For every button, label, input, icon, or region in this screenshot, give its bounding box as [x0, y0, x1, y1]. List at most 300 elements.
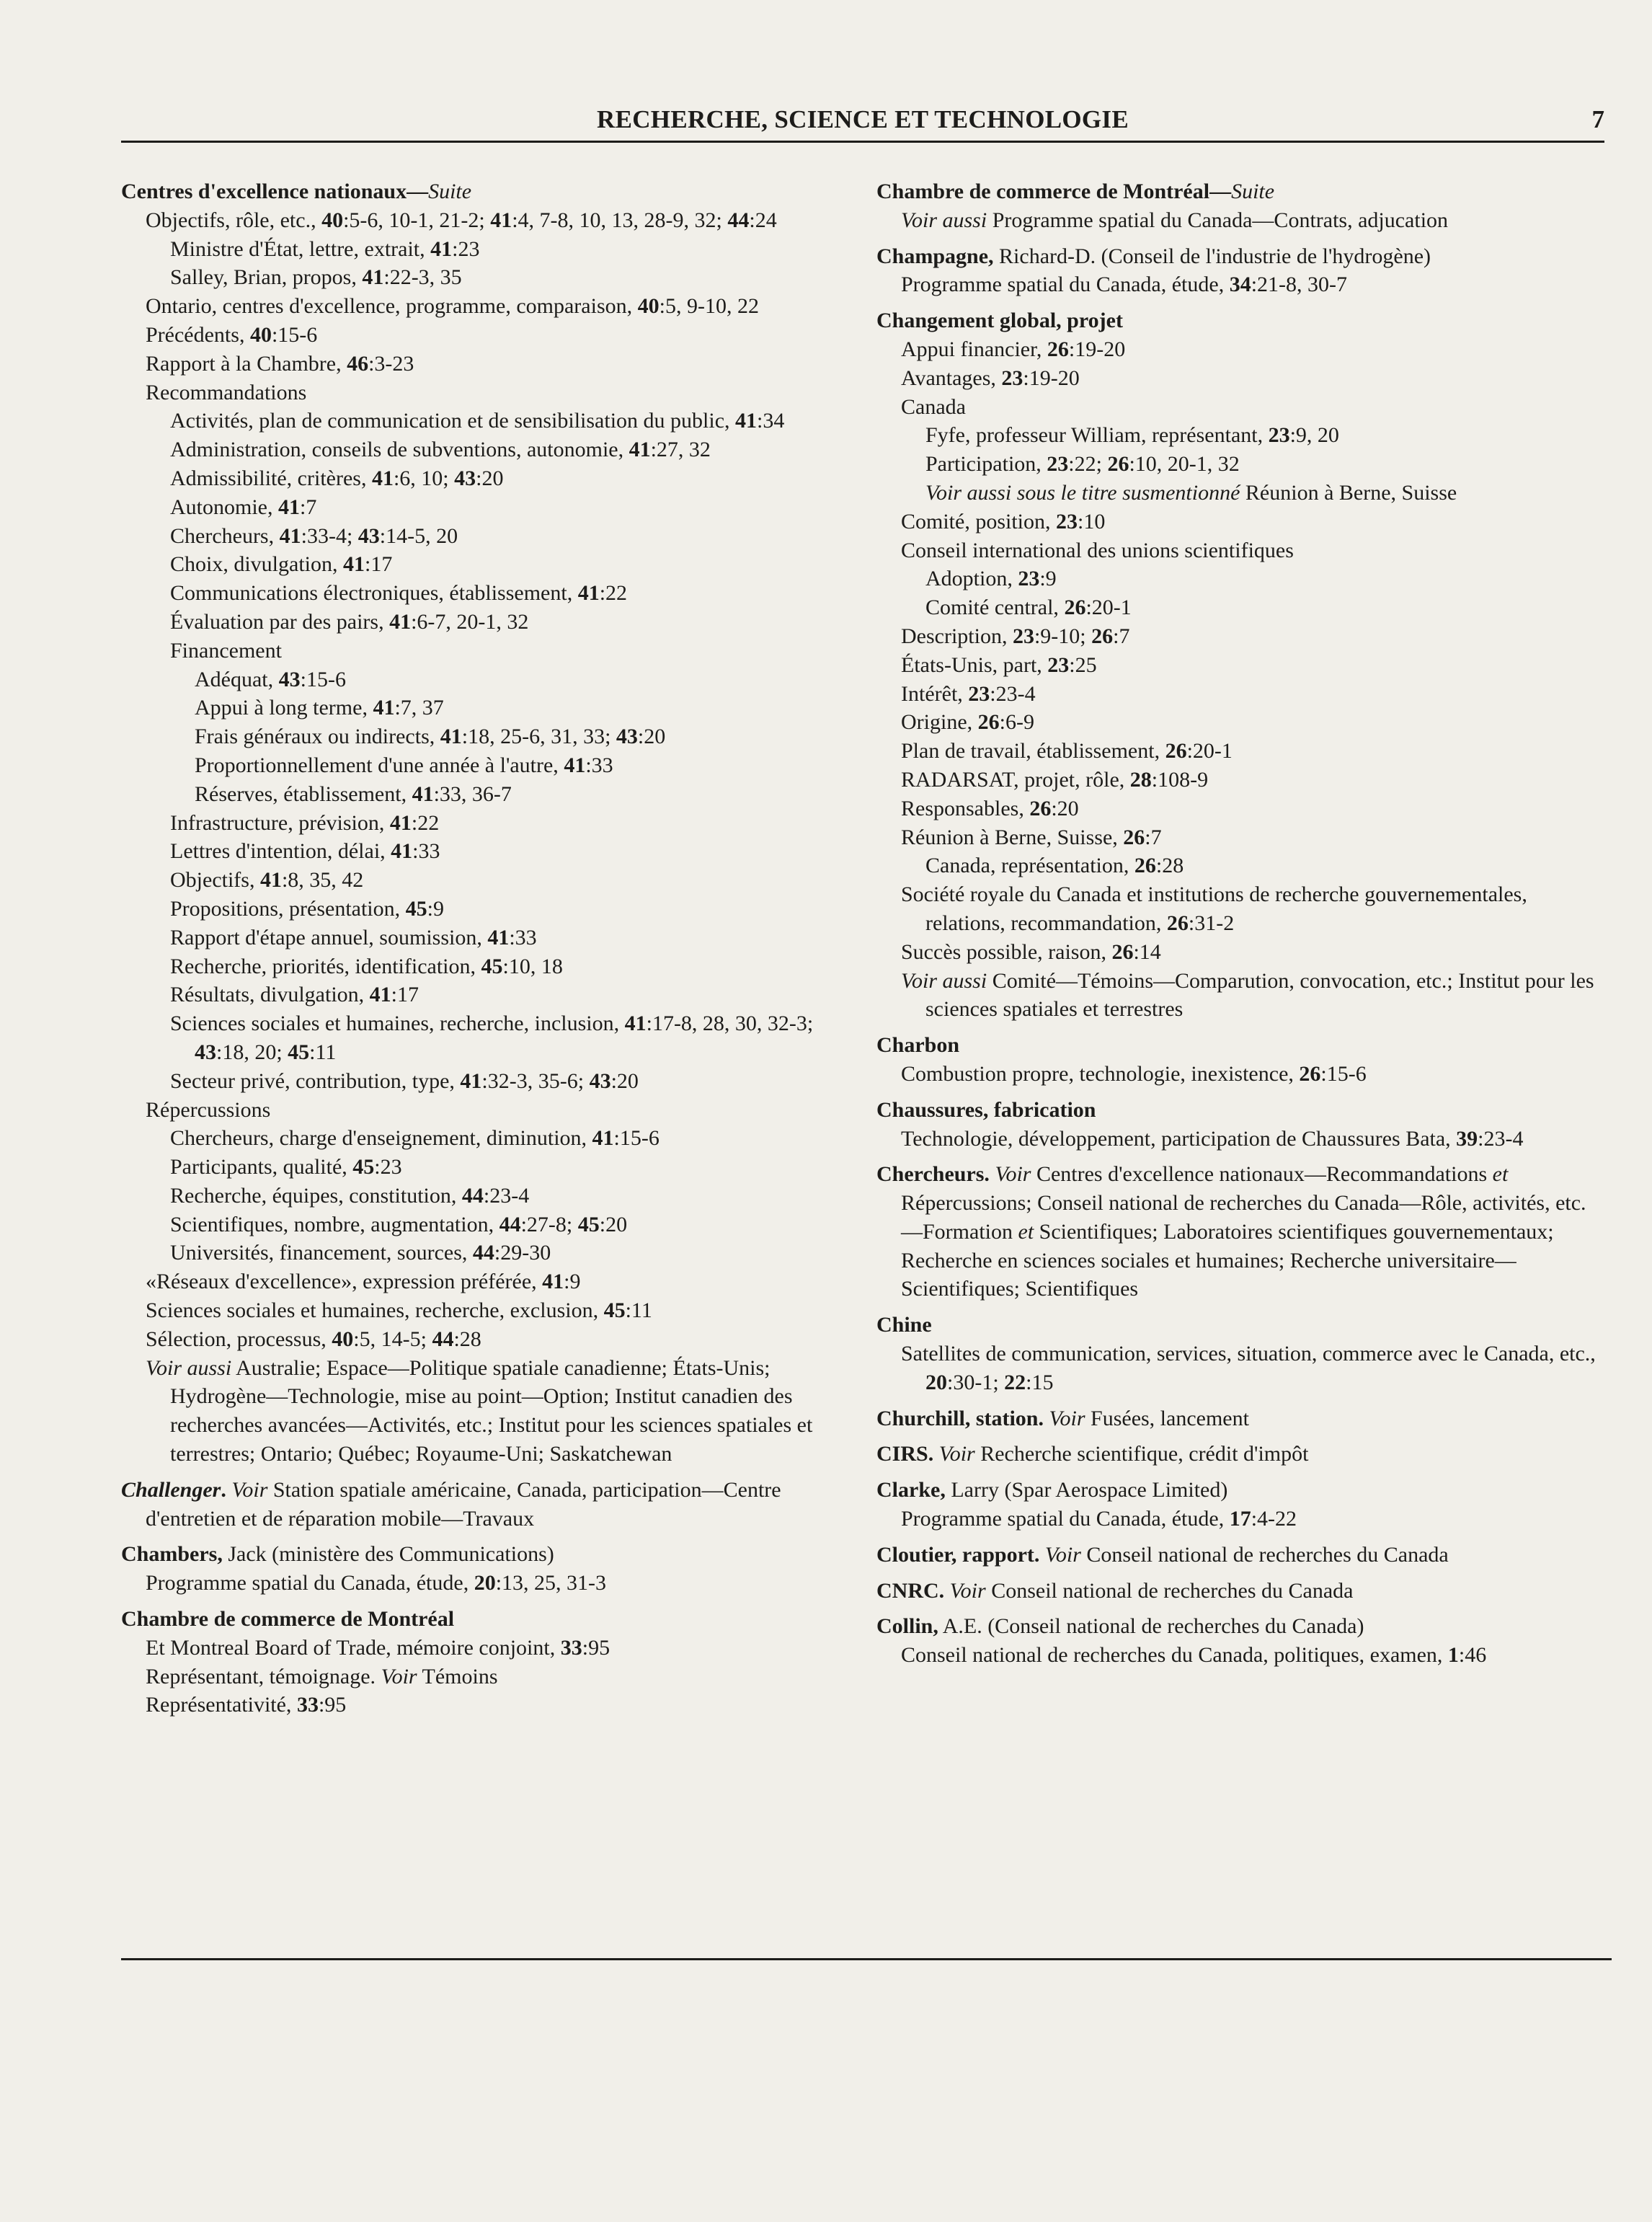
index-subentry	[121, 1124, 842, 1153]
entry-text: Station spatiale américaine, Canada, participation—Centre d'entretien et de réparation mobile—Travaux	[146, 1477, 781, 1531]
entry-text: :21-8, 30-7	[1251, 273, 1348, 297]
entry-text: :10, 18	[502, 954, 563, 978]
index-subentry	[121, 1239, 842, 1267]
entry-text: 40	[637, 294, 660, 319]
entry-text: 45	[352, 1155, 375, 1179]
entry-text: :15-6	[613, 1126, 660, 1151]
index-subentry	[121, 407, 842, 435]
entry-text: Salley, Brian, propos,	[170, 265, 363, 290]
entry-text: :33	[585, 753, 613, 777]
entry-text: Participation,	[925, 452, 1047, 477]
entry-text: Sciences sociales et humaines, recherche, inclusion,	[170, 1012, 625, 1036]
entry-text: 22	[1004, 1370, 1026, 1394]
entry-text: 41	[564, 753, 586, 777]
entry-text: 45	[603, 1298, 626, 1323]
entry-text: Proportionnellement d'une année à l'autre,	[195, 753, 564, 777]
entry-text: :32-3, 35-6;	[481, 1068, 590, 1093]
index-subentry	[876, 1641, 1601, 1670]
entry-text: 41	[542, 1270, 564, 1294]
entry-text: Secteur privé, contribution, type,	[170, 1068, 461, 1093]
entry-text: Larry (Spar Aerospace Limited)	[945, 1478, 1228, 1502]
index-subentry	[121, 206, 842, 235]
entry-text: :9	[427, 896, 444, 921]
header-rule	[121, 141, 1604, 143]
index-subentry	[876, 206, 1601, 235]
entry-text: 44	[461, 1183, 484, 1208]
entry-text: 40	[249, 322, 272, 347]
entry-text	[1039, 1543, 1045, 1567]
entry-text: 43	[589, 1068, 611, 1093]
entry-text: Collin,	[876, 1614, 938, 1639]
entry-text: Combustion propre, technologie, inexistence,	[901, 1061, 1300, 1086]
index-subentry	[876, 421, 1601, 450]
entry-text: Voir	[938, 1442, 975, 1466]
entry-text: Participants, qualité,	[170, 1155, 353, 1179]
entry-text: Plan de travail, établissement,	[901, 739, 1165, 763]
entry-text: 43	[195, 1040, 216, 1064]
entry-text: :95	[318, 1693, 347, 1717]
entry-text: Changement global, projet	[876, 309, 1123, 333]
index-subentry	[121, 780, 842, 809]
index-subentry	[121, 1325, 842, 1354]
entry-text: 41	[343, 552, 365, 577]
entry-text: 41	[391, 839, 413, 864]
entry-text: Et Montreal Board of Trade, mémoire conjoint,	[146, 1635, 561, 1660]
entry-text: 41	[279, 523, 301, 548]
entry-text: Comité central,	[925, 596, 1065, 620]
entry-text: et	[1018, 1219, 1034, 1244]
index-heading-entry	[876, 177, 1601, 206]
entry-text: :7	[1145, 825, 1162, 849]
entry-text: :33	[412, 839, 440, 864]
entry-text: :22-3, 35	[383, 265, 462, 290]
entry-text: Challenger	[121, 1477, 221, 1502]
entry-text: 44	[432, 1327, 454, 1351]
entry-text: Responsables,	[901, 796, 1030, 820]
entry-text: Universités, financement, sources,	[170, 1241, 473, 1265]
entry-text: :20-1	[1085, 596, 1132, 620]
index-subentry	[876, 737, 1601, 766]
entry-text: Canada	[901, 394, 966, 419]
index-subentry	[121, 464, 842, 493]
entry-text: :31-2	[1188, 911, 1235, 935]
index-subentry	[121, 350, 842, 379]
index-subentry	[121, 1569, 842, 1598]
index-subentry	[121, 809, 842, 838]
entry-text: :29-30	[494, 1241, 551, 1265]
index-heading-entry	[876, 1440, 1601, 1469]
entry-text: Australie; Espace—Politique spatiale canadienne; États-Unis; Hydrogène—Technologie, mise au point—Option; Institut canadien des recherches avancées—Activités, etc.; Institut pour les sciences spatiales et terrestres; Ontario; Québec; Royaume-Uni; Saskatchewan	[170, 1355, 813, 1466]
entry-text: Infrastructure, prévision,	[170, 810, 390, 835]
entry-text: Scientifiques; Laboratoires scientifiques gouvernementaux; Recherche en sciences sociales et humaines; Recherche universitaire—Scientifiques; Scientifiques	[901, 1219, 1554, 1301]
entry-text: 26	[1166, 911, 1189, 935]
entry-text: 26	[1299, 1061, 1321, 1086]
entry-text: :18, 25-6, 31, 33;	[461, 725, 616, 749]
entry-text: .	[221, 1477, 226, 1502]
index-heading-entry	[876, 1577, 1601, 1606]
index-subentry	[121, 751, 842, 780]
entry-text: :27-8;	[520, 1212, 578, 1236]
entry-text: :6, 10;	[393, 466, 455, 490]
entry-text: :19-20	[1068, 337, 1126, 361]
entry-text: 41	[369, 983, 391, 1007]
entry-text: 41	[629, 438, 651, 462]
entry-text: Chambre de commerce de Montréal—	[876, 180, 1232, 203]
index-subentry	[121, 1267, 842, 1296]
entry-text: 28	[1129, 767, 1152, 792]
entry-text: :33, 36-7	[433, 782, 512, 806]
index-subentry	[121, 1634, 842, 1663]
entry-text: 41	[460, 1068, 482, 1093]
entry-text: Conseil national de recherches du Canada	[985, 1578, 1354, 1603]
index-subentry	[121, 1354, 842, 1469]
entry-text: :95	[582, 1635, 610, 1660]
entry-text: :8, 35, 42	[281, 868, 364, 893]
entry-text: :6-9	[999, 710, 1034, 735]
entry-text: 23	[1056, 509, 1078, 534]
page-header	[121, 105, 1604, 140]
entry-text: 41	[624, 1012, 647, 1036]
entry-text	[1044, 1407, 1049, 1430]
index-subentry	[876, 565, 1601, 593]
entry-text	[944, 1579, 950, 1603]
entry-text: :25	[1069, 652, 1097, 677]
index-column-right	[876, 177, 1601, 1670]
entry-text: 26	[1091, 624, 1114, 648]
entry-text: :9, 20	[1289, 423, 1339, 448]
entry-text: 41	[259, 868, 282, 893]
entry-text: :10, 20-1, 32	[1129, 452, 1240, 477]
entry-text: Satellites de communication, services, situation, commerce avec le Canada, etc.,	[901, 1342, 1596, 1366]
entry-text: Charbon	[876, 1033, 960, 1058]
entry-text: :33-4;	[301, 523, 358, 548]
entry-text: :3-23	[368, 351, 414, 376]
entry-text: Chaussures, fabrication	[876, 1097, 1096, 1122]
entry-text: 45	[481, 954, 503, 978]
entry-text: :5, 9-10, 22	[659, 294, 759, 319]
entry-text: :24	[749, 208, 777, 232]
entry-text: Voir aussi	[901, 208, 987, 232]
entry-text: :14-5, 20	[379, 523, 458, 548]
entry-text: 26	[1029, 796, 1052, 820]
entry-text: 43	[454, 466, 476, 490]
index-heading-entry	[876, 1311, 1601, 1340]
entry-text: :7, 37	[394, 696, 444, 720]
entry-text: Répercussions; Conseil national de recherches du Canada—Rôle, activités, etc.—Formation	[901, 1191, 1586, 1244]
entry-text: :20-1	[1186, 739, 1233, 763]
entry-text: 41	[373, 696, 395, 720]
entry-text: CIRS.	[876, 1442, 934, 1466]
entry-text: :34	[757, 409, 785, 433]
entry-text: Ontario, centres d'excellence, programme, comparaison,	[146, 294, 638, 319]
entry-text: :17	[391, 983, 419, 1007]
entry-text: :17	[365, 552, 393, 577]
entry-text: 23	[1268, 423, 1290, 448]
entry-text: 26	[1165, 739, 1187, 763]
entry-text: 44	[499, 1212, 521, 1236]
entry-text: 43	[358, 523, 380, 548]
entry-text: Conseil national de recherches du Canada, politiques, examen,	[901, 1643, 1448, 1668]
entry-text: 45	[405, 896, 427, 921]
entry-text: Programme spatial du Canada, étude,	[901, 273, 1230, 297]
entry-text: Réunion à Berne, Suisse	[1240, 480, 1457, 505]
entry-text: 41	[389, 609, 412, 634]
entry-text: 26	[977, 710, 1000, 735]
entry-text: :6-7, 20-1, 32	[411, 609, 529, 634]
entry-text	[933, 1442, 939, 1466]
entry-text: Objectifs,	[170, 868, 260, 893]
entry-text: :10	[1078, 509, 1106, 534]
entry-text: Sélection, processus,	[146, 1327, 332, 1351]
entry-text: Recherche scientifique, crédit d'impôt	[974, 1442, 1309, 1466]
index-subentry	[121, 263, 842, 292]
entry-text: Adoption,	[925, 567, 1018, 591]
entry-text: 23	[1001, 366, 1023, 390]
entry-text: Voir aussi	[901, 968, 987, 993]
entry-text: Conseil national de recherches du Canada	[1080, 1542, 1449, 1567]
index-subentry	[121, 550, 842, 579]
index-subentry	[121, 493, 842, 522]
index-subentry	[121, 522, 842, 551]
index-heading-entry	[876, 1096, 1601, 1125]
entry-text: :15-6	[271, 322, 318, 347]
entry-text: :22	[599, 581, 628, 606]
index-subentry	[121, 1296, 842, 1325]
entry-text: Sciences sociales et humaines, recherche, exclusion,	[146, 1298, 604, 1323]
entry-text: Admissibilité, critères,	[170, 466, 372, 490]
entry-text: :23-4	[990, 681, 1036, 706]
entry-text: Recherche, équipes, constitution,	[170, 1183, 462, 1208]
entry-text: Communications électroniques, établissement,	[170, 581, 578, 606]
entry-text: Répercussions	[146, 1097, 271, 1122]
index-subentry	[876, 1340, 1601, 1397]
entry-text: Cloutier, rapport.	[876, 1542, 1040, 1567]
entry-text: :27, 32	[650, 438, 711, 462]
index-column-left	[121, 177, 842, 1719]
entry-text: 41	[389, 810, 412, 835]
entry-text: Comité, position,	[901, 509, 1057, 534]
entry-text: 17	[1229, 1507, 1251, 1531]
entry-text: Richard-D. (Conseil de l'industrie de l'hydrogène)	[993, 244, 1431, 268]
entry-text: Représentativité,	[146, 1693, 297, 1717]
entry-text: :28	[1155, 854, 1184, 878]
entry-text: Voir aussi	[146, 1355, 232, 1380]
entry-text: Résultats, divulgation,	[170, 983, 370, 1007]
entry-text: Technologie, développement, participation de Chaussures Bata,	[901, 1126, 1457, 1151]
entry-text: 26	[1134, 854, 1156, 878]
index-subentry	[121, 866, 842, 895]
entry-text: 26	[1123, 825, 1145, 849]
entry-text: A.E. (Conseil national de recherches du Canada)	[938, 1614, 1364, 1639]
index-subentry	[121, 379, 842, 407]
entry-text: Propositions, présentation,	[170, 896, 406, 921]
entry-text: :20	[610, 1068, 639, 1093]
entry-text: 23	[1047, 652, 1070, 677]
entry-text: :13, 25, 31-3	[495, 1571, 607, 1595]
footer-rule	[121, 1958, 1612, 1960]
entry-text: 40	[321, 208, 344, 232]
index-subentry	[876, 1125, 1601, 1154]
index-subentry	[121, 981, 842, 1009]
entry-text: Comité—Témoins—Comparution, convocation, etc.; Institut pour les sciences spatiales et terrestres	[925, 968, 1594, 1022]
index-subentry	[121, 837, 842, 866]
entry-text: Frais généraux ou indirects,	[195, 725, 440, 749]
index-heading-entry	[876, 1160, 1601, 1303]
index-heading-entry	[121, 1605, 842, 1634]
index-subentry	[876, 479, 1601, 508]
entry-text: Précédents,	[146, 322, 250, 347]
entry-text: Financement	[170, 638, 282, 663]
entry-text: Description,	[901, 624, 1013, 648]
entry-text: :18, 20;	[216, 1040, 288, 1064]
entry-text: 23	[1018, 567, 1040, 591]
entry-text: Voir	[231, 1477, 268, 1502]
entry-text: :23-4	[483, 1183, 530, 1208]
index-subentry	[876, 967, 1601, 1024]
entry-text: 40	[332, 1327, 354, 1351]
entry-text: Voir	[1049, 1406, 1085, 1430]
entry-text: 41	[592, 1126, 614, 1151]
entry-text: :33	[509, 925, 537, 950]
entry-text: 45	[577, 1212, 600, 1236]
index-subentry	[121, 1153, 842, 1182]
index-subentry	[876, 708, 1601, 737]
entry-text: Voir	[381, 1664, 417, 1688]
entry-text: Suite	[428, 180, 472, 203]
entry-text: Appui financier,	[901, 337, 1047, 361]
entry-text: 20	[925, 1370, 947, 1394]
index-subentry	[876, 794, 1601, 823]
entry-text: :15-6	[300, 667, 346, 691]
entry-text: Centres d'excellence nationaux—Recommandations	[1031, 1162, 1493, 1187]
index-heading-entry	[876, 1404, 1601, 1433]
index-subentry	[876, 1060, 1601, 1089]
index-subentry	[876, 680, 1601, 709]
entry-text: :4-22	[1251, 1507, 1297, 1531]
index-subentry	[876, 270, 1601, 299]
page-number: 7	[1591, 105, 1604, 133]
entry-text: 26	[1107, 452, 1129, 477]
index-heading-entry	[121, 177, 842, 206]
index-subentry	[876, 851, 1601, 880]
entry-text: :9	[1039, 567, 1057, 591]
index-subentry	[876, 593, 1601, 622]
entry-text: :20	[1051, 796, 1079, 820]
index-subentry	[876, 938, 1601, 967]
entry-text: 45	[288, 1040, 310, 1064]
entry-text: :108-9	[1151, 767, 1209, 792]
entry-text: et	[1492, 1162, 1509, 1187]
index-heading-entry	[121, 1540, 842, 1569]
index-subentry	[876, 536, 1601, 565]
index-subentry	[121, 579, 842, 608]
entry-text: 26	[1111, 939, 1134, 964]
entry-text: Programme spatial du Canada—Contrats, adjucation	[987, 208, 1449, 232]
entry-text: :22	[411, 810, 440, 835]
entry-text: :22;	[1068, 452, 1108, 477]
entry-text: 41	[430, 236, 453, 261]
entry-text: :11	[625, 1298, 652, 1323]
entry-text: Chambre de commerce de Montréal	[121, 1607, 455, 1632]
index-subentry	[121, 1009, 842, 1067]
entry-text: 44	[727, 208, 750, 232]
index-subentry	[121, 1067, 842, 1096]
entry-text: Suite	[1231, 180, 1275, 203]
index-subentry	[876, 823, 1601, 852]
entry-text: Voir aussi sous le titre susmentionné	[925, 480, 1240, 505]
entry-text: :5, 14-5;	[353, 1327, 432, 1351]
entry-text: RADARSAT, projet, rôle,	[901, 767, 1130, 792]
index-subentry	[121, 292, 842, 321]
entry-text: :23	[374, 1155, 402, 1179]
entry-text: 23	[1012, 624, 1034, 648]
entry-text: Fusées, lancement	[1085, 1406, 1249, 1430]
index-subentry	[121, 924, 842, 952]
index-subentry	[121, 1691, 842, 1719]
entry-text: :23-4	[1478, 1126, 1524, 1151]
entry-text: Activités, plan de communication et de sensibilisation du public,	[170, 409, 736, 433]
index-subentry	[121, 1210, 842, 1239]
index-subentry	[121, 722, 842, 751]
entry-text: Chercheurs, charge d'enseignement, diminution,	[170, 1126, 592, 1151]
entry-text: Chambers,	[121, 1542, 223, 1567]
index-heading-entry	[876, 1031, 1601, 1060]
index-subentry	[121, 235, 842, 264]
entry-text: Appui à long terme,	[195, 696, 373, 720]
entry-text: :7	[300, 495, 317, 519]
entry-text: CNRC.	[876, 1578, 945, 1603]
index-subentry	[121, 694, 842, 722]
entry-text: 39	[1456, 1126, 1478, 1151]
index-subentry	[121, 608, 842, 637]
entry-text: :20	[637, 725, 666, 749]
index-subentry	[876, 651, 1601, 680]
entry-text: États-Unis, part,	[901, 652, 1048, 677]
index-subentry	[876, 450, 1601, 479]
entry-text: 43	[616, 725, 638, 749]
entry-text: :15-6	[1320, 1061, 1367, 1086]
entry-text: Objectifs, rôle, etc.,	[146, 208, 322, 232]
index-subentry	[121, 637, 842, 665]
entry-text: Chine	[876, 1313, 932, 1337]
entry-text: :28	[453, 1327, 481, 1351]
entry-text: Jack (ministère des Communications)	[222, 1542, 554, 1567]
index-heading-entry	[876, 1541, 1601, 1570]
entry-text: Intérêt,	[901, 681, 969, 706]
entry-text: Évaluation par des pairs,	[170, 609, 390, 634]
entry-text: 34	[1229, 273, 1251, 297]
index-subentry	[121, 321, 842, 350]
running-title: RECHERCHE, SCIENCE ET TECHNOLOGIE	[597, 105, 1129, 133]
entry-text: :23	[452, 236, 480, 261]
entry-text: Churchill, station.	[876, 1406, 1044, 1430]
entry-text: :14	[1133, 939, 1161, 964]
index-subentry	[121, 665, 842, 694]
entry-text: Témoins	[417, 1664, 498, 1688]
entry-text: Conseil international des unions scientifiques	[901, 538, 1294, 562]
entry-text: Champagne,	[876, 244, 994, 268]
entry-text: :30-1;	[947, 1370, 1005, 1394]
entry-text: 1	[1447, 1643, 1459, 1668]
entry-text: Chercheurs,	[170, 523, 280, 548]
entry-text: 41	[440, 725, 462, 749]
index-heading-entry	[121, 1476, 842, 1533]
entry-text: :9-10;	[1034, 624, 1092, 648]
entry-text: :46	[1458, 1643, 1487, 1668]
index-subentry	[121, 435, 842, 464]
entry-text: Chercheurs.	[876, 1162, 990, 1187]
entry-text: Lettres d'intention, délai,	[170, 839, 391, 864]
